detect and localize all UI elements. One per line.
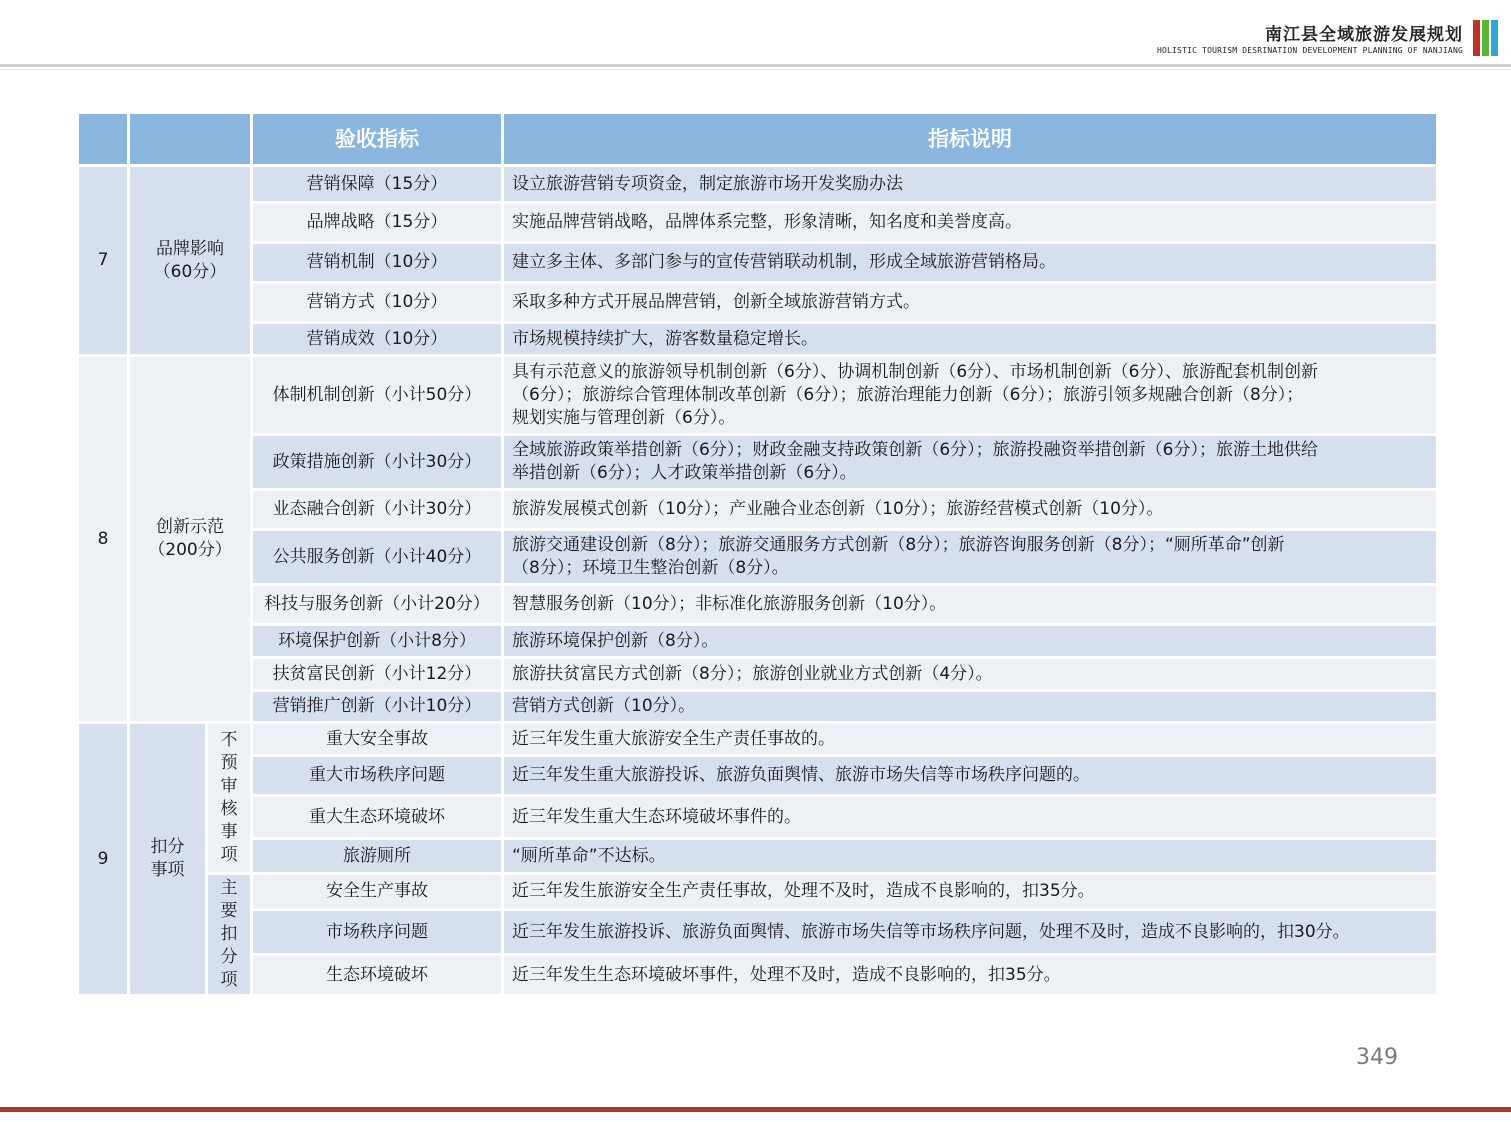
indicator-cell: 品牌战略（15分） xyxy=(252,203,503,243)
vertical-char: 核 xyxy=(220,799,238,819)
table-row xyxy=(78,323,1438,356)
description-cell xyxy=(503,530,1438,585)
table-row xyxy=(78,243,1438,283)
header-title: 南江县全域旅游发展规划 xyxy=(1265,25,1463,45)
section-category-name: 扣分 xyxy=(150,837,185,857)
vertical-char: 主 xyxy=(220,878,238,898)
description-line: 规划实施与管理创新（6分）。 xyxy=(512,407,736,428)
vertical-char: 分 xyxy=(220,947,238,967)
vertical-char: 审 xyxy=(220,776,238,796)
vertical-char: 预 xyxy=(220,753,238,773)
indicator-cell: 市场秩序问题 xyxy=(252,910,503,955)
section-number: 8 xyxy=(78,356,129,723)
indicator-cell: 营销成效（10分） xyxy=(252,323,503,356)
description-cell: 旅游扶贫富民方式创新（8分）；旅游创业就业方式创新（4分）。 xyxy=(503,658,1438,691)
indicator-cell: 科技与服务创新（小计20分） xyxy=(252,585,503,625)
table-row xyxy=(78,203,1438,243)
description-cell: 近三年发生重大旅游安全生产责任事故的。 xyxy=(503,723,1438,756)
description-cell: 近三年发生旅游安全生产责任事故，处理不及时，造成不良影响的，扣35分。 xyxy=(503,874,1438,910)
description-cell: 近三年发生重大旅游投诉、旅游负面舆情、旅游市场失信等市场秩序问题的。 xyxy=(503,756,1438,796)
description-cell: 近三年发生旅游投诉、旅游负面舆情、旅游市场失信等市场秩序问题，处理不及时，造成不良影响的，扣30分。 xyxy=(503,910,1438,955)
description-cell xyxy=(503,435,1438,490)
section-category xyxy=(129,166,252,356)
brand-bar-green xyxy=(1482,20,1489,56)
header-col-category xyxy=(129,113,252,166)
vertical-char: 项 xyxy=(220,970,238,990)
description-cell: 采取多种方式开展品牌营销，创新全域旅游营销方式。 xyxy=(503,283,1438,323)
table-row xyxy=(78,490,1438,530)
indicator-cell: 重大安全事故 xyxy=(252,723,503,756)
description-cell: 旅游环境保护创新（8分）。 xyxy=(503,625,1438,658)
indicator-cell: 环境保护创新（小计8分） xyxy=(252,625,503,658)
vertical-char: 事 xyxy=(220,822,238,842)
indicator-cell: 公共服务创新（小计40分） xyxy=(252,530,503,585)
indicator-cell: 重大生态环境破坏 xyxy=(252,796,503,839)
table-row xyxy=(78,625,1438,658)
description-cell: 近三年发生生态环境破坏事件，处理不及时，造成不良影响的，扣35分。 xyxy=(503,955,1438,996)
description-cell: 旅游发展模式创新（10分）；产业融合业态创新（10分）；旅游经营模式创新（10分）。 xyxy=(503,490,1438,530)
table-row xyxy=(78,955,1438,996)
description-line: 旅游交通建设创新（8分）；旅游交通服务方式创新（8分）；旅游咨询服务创新（8分）；“厕所革命”创新 xyxy=(512,535,1285,555)
description-cell: 智慧服务创新（10分）；非标准化旅游服务创新（10分）。 xyxy=(503,585,1438,625)
table-row xyxy=(78,839,1438,874)
header-col-indicator: 验收指标 xyxy=(252,113,503,166)
indicator-cell: 重大市场秩序问题 xyxy=(252,756,503,796)
subcategory-main-deduction xyxy=(207,874,252,996)
indicator-cell: 安全生产事故 xyxy=(252,874,503,910)
brand-logo-bars xyxy=(1473,20,1499,56)
description-cell xyxy=(503,356,1438,435)
vertical-char: 项 xyxy=(220,845,238,865)
table-row xyxy=(78,723,1438,756)
header-col-description: 指标说明 xyxy=(503,113,1438,166)
table-row xyxy=(78,585,1438,625)
description-line: 具有示范意义的旅游领导机制创新（6分）、协调机制创新（6分）、市场机制创新（6分）、旅游配套机制创新 xyxy=(512,361,1318,382)
section-category-name-2: 事项 xyxy=(150,860,185,880)
header-col-number xyxy=(78,113,129,166)
brand-bar-blue xyxy=(1491,20,1498,56)
description-line: （8分）；环境卫生整治创新（8分）。 xyxy=(512,558,789,578)
table-row xyxy=(78,530,1438,585)
table-row xyxy=(78,874,1438,910)
description-cell: 设立旅游营销专项资金，制定旅游市场开发奖励办法 xyxy=(503,166,1438,203)
section-category xyxy=(129,356,252,723)
section-category xyxy=(129,723,207,996)
footer-divider xyxy=(0,1107,1511,1112)
section-number: 7 xyxy=(78,166,129,356)
table-row xyxy=(78,796,1438,839)
section-category-name: 品牌影响 xyxy=(156,238,224,259)
description-cell: 实施品牌营销战略，品牌体系完整，形象清晰，知名度和美誉度高。 xyxy=(503,203,1438,243)
header-divider-thin xyxy=(0,69,1511,70)
indicator-cell: 营销推广创新（小计10分） xyxy=(252,691,503,723)
indicator-cell: 旅游厕所 xyxy=(252,839,503,874)
description-cell: 近三年发生重大生态环境破坏事件的。 xyxy=(503,796,1438,839)
indicator-cell: 扶贫富民创新（小计12分） xyxy=(252,658,503,691)
indicator-cell: 营销机制（10分） xyxy=(252,243,503,283)
description-cell: 市场规模持续扩大，游客数量稳定增长。 xyxy=(503,323,1438,356)
subcategory-non-review xyxy=(207,723,252,874)
table-row xyxy=(78,283,1438,323)
table-row xyxy=(78,658,1438,691)
vertical-char: 扣 xyxy=(220,924,238,944)
section-number: 9 xyxy=(78,723,129,996)
section-category-score: （200分） xyxy=(148,540,232,560)
section-category-name: 创新示范 xyxy=(156,517,224,537)
table-header-row xyxy=(78,113,1438,166)
header-divider xyxy=(0,64,1511,67)
vertical-char: 不 xyxy=(220,730,238,750)
description-cell: 营销方式创新（10分）。 xyxy=(503,691,1438,723)
indicator-cell: 体制机制创新（小计50分） xyxy=(252,356,503,435)
indicator-cell: 生态环境破坏 xyxy=(252,955,503,996)
table-row xyxy=(78,356,1438,435)
table-row xyxy=(78,166,1438,203)
header-subtitle: HOLISTIC TOURISM DESRINATION DEVELOPMENT PLANNING OF NANJIANG xyxy=(1156,46,1463,55)
table-row xyxy=(78,435,1438,490)
description-cell: “厕所革命”不达标。 xyxy=(503,839,1438,874)
table-row xyxy=(78,691,1438,723)
acceptance-criteria-table xyxy=(76,111,1439,997)
brand-bar-red xyxy=(1473,20,1480,56)
section-category-score: （60分） xyxy=(153,261,227,282)
description-line: （6分）；旅游综合管理体制改革创新（6分）；旅游治理能力创新（6分）；旅游引领多规融合创新（8分）； xyxy=(512,384,1304,405)
description-line: 全域旅游政策举措创新（6分）；财政金融支持政策创新（6分）；旅游投融资举措创新（6分）；旅游土地供给 xyxy=(512,440,1318,460)
indicator-cell: 营销保障（15分） xyxy=(252,166,503,203)
vertical-char: 要 xyxy=(220,901,238,921)
table-row xyxy=(78,756,1438,796)
page-number: 349 xyxy=(1356,1045,1398,1070)
indicator-cell: 营销方式（10分） xyxy=(252,283,503,323)
indicator-cell: 业态融合创新（小计30分） xyxy=(252,490,503,530)
description-line: 举措创新（6分）；人才政策举措创新（6分）。 xyxy=(512,463,857,483)
description-cell: 建立多主体、多部门参与的宣传营销联动机制，形成全域旅游营销格局。 xyxy=(503,243,1438,283)
indicator-cell: 政策措施创新（小计30分） xyxy=(252,435,503,490)
table-row xyxy=(78,910,1438,955)
